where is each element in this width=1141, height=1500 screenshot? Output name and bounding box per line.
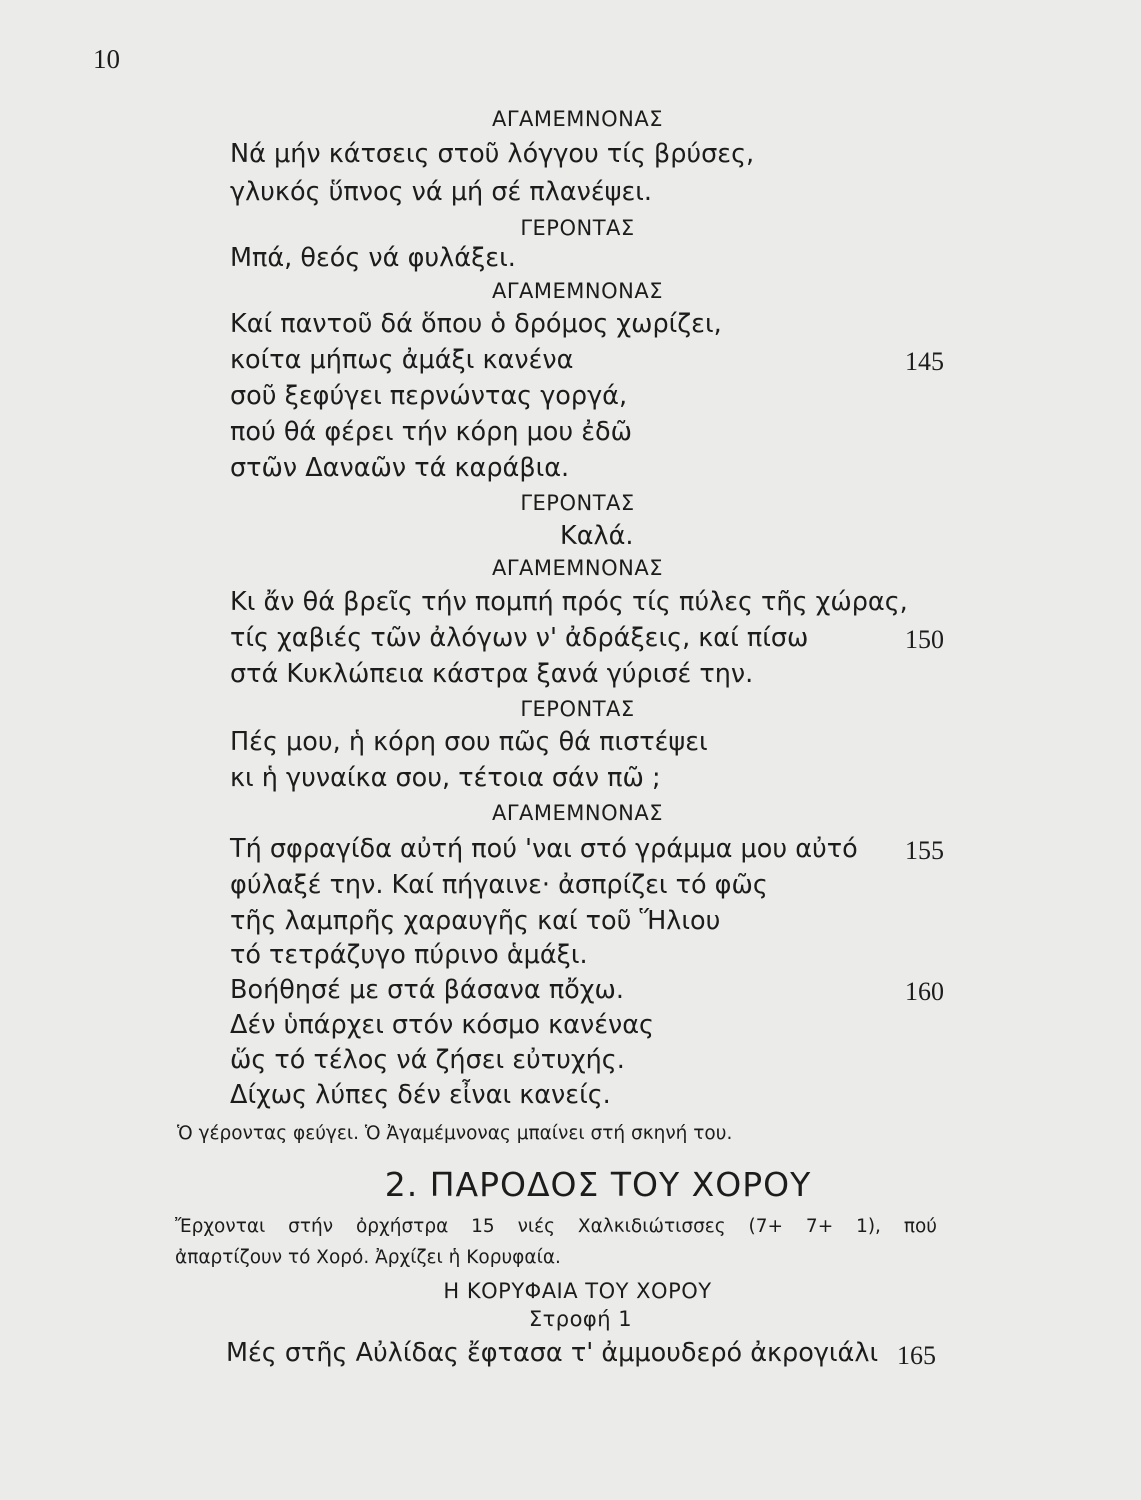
verse-line: τῆς λαμπρῆς χαραυγῆς καί τοῦ Ἥλιου [230,906,721,936]
speaker-label: ΓΕΡΟΝΤΑΣ [520,491,635,515]
section-heading: 2. ΠΑΡΟΔΟΣ ΤΟΥ ΧΟΡΟΥ [384,1165,812,1204]
verse-line: τίς χαβιές τῶν ἀλόγων ν' ἀδράξεις, καί πίσω [230,623,809,653]
speaker-label: ΓΕΡΟΝΤΑΣ [520,216,635,240]
line-number: 160 [905,977,944,1006]
verse-line: Νά μήν κάτσεις στοῦ λόγγου τίς βρύσες, [230,139,755,169]
verse-line: φύλαξέ την. Καί πήγαινε· ἀσπρίζει τό φῶς [230,870,768,900]
line-number: 155 [905,836,944,865]
verse-line: γλυκός ὕπνος νά μή σέ πλανέψει. [230,177,652,207]
verse-line: Τή σφραγίδα αὐτή πού 'ναι στό γράμμα μου αὐτό [230,834,858,864]
strophe-label: Στροφή 1 [528,1307,633,1331]
stage-direction: Ὁ γέροντας φεύγει. Ὁ Ἀγαμέμνονας μπαίνει στή σκηνή του. [177,1123,733,1144]
verse-line: Καί παντοῦ δά ὅπου ὁ δρόμος χωρίζει, [230,309,722,339]
line-number: 145 [905,347,944,376]
speaker-label: ΓΕΡΟΝΤΑΣ [520,697,635,721]
speaker-label: ΑΓΑΜΕΜΝΟΝΑΣ [491,107,664,131]
verse-line: κι ἡ γυναίκα σου, τέτοια σάν πῶ ; [230,763,661,793]
verse-line: στά Κυκλώπεια κάστρα ξανά γύρισέ την. [230,659,754,689]
speaker-label: Η ΚΟΡΥΦΑΙΑ ΤΟΥ ΧΟΡΟΥ [443,1279,712,1303]
verse-line: Δίχως λύπες δέν εἶναι κανείς. [230,1080,611,1110]
speaker-label: ΑΓΑΜΕΜΝΟΝΑΣ [491,556,664,580]
verse-line: ὥς τό τέλος νά ζήσει εὐτυχής. [230,1045,625,1075]
verse-line: κοίτα μήπως ἀμάξι κανένα [230,345,574,375]
verse-line: σοῦ ξεφύγει περνώντας γοργά, [230,381,628,411]
verse-line: τό τετράζυγο πύρινο ἁμάξι. [230,940,588,970]
stage-description: ἀπαρτίζουν τό Χορό. Ἀρχίζει ἡ Κορυφαία. [175,1247,561,1268]
verse-line: Μές στῆς Αὐλίδας ἔφτασα τ' ἀμμουδερό ἀκρογιάλι [226,1338,879,1368]
verse-line: Μπά, θεός νά φυλάξει. [230,243,516,273]
verse-line: Δέν ὑπάρχει στόν κόσμο κανένας [230,1010,654,1040]
verse-line: Κι ἄν θά βρεῖς τήν πομπή πρός τίς πύλες τῆς χώρας, [230,587,908,617]
verse-line: Καλά. [560,521,634,551]
stage-description: Ἔρχονται στήν ὀρχήστρα 15 νιές Χαλκιδιώτισσες (7+ 7+ 1), πού [175,1216,937,1237]
speaker-label: ΑΓΑΜΕΜΝΟΝΑΣ [491,279,664,303]
line-number: 165 [897,1341,936,1370]
verse-line: πού θά φέρει τήν κόρη μου ἐδῶ [230,417,633,447]
line-number: 150 [905,625,944,654]
speaker-label: ΑΓΑΜΕΜΝΟΝΑΣ [491,801,664,825]
verse-line: Πές μου, ἡ κόρη σου πῶς θά πιστέψει [230,727,708,757]
page-number: 10 [93,44,120,74]
verse-line: στῶν Δαναῶν τά καράβια. [230,453,570,483]
verse-line: Βοήθησέ με στά βάσανα πὄχω. [230,975,624,1005]
